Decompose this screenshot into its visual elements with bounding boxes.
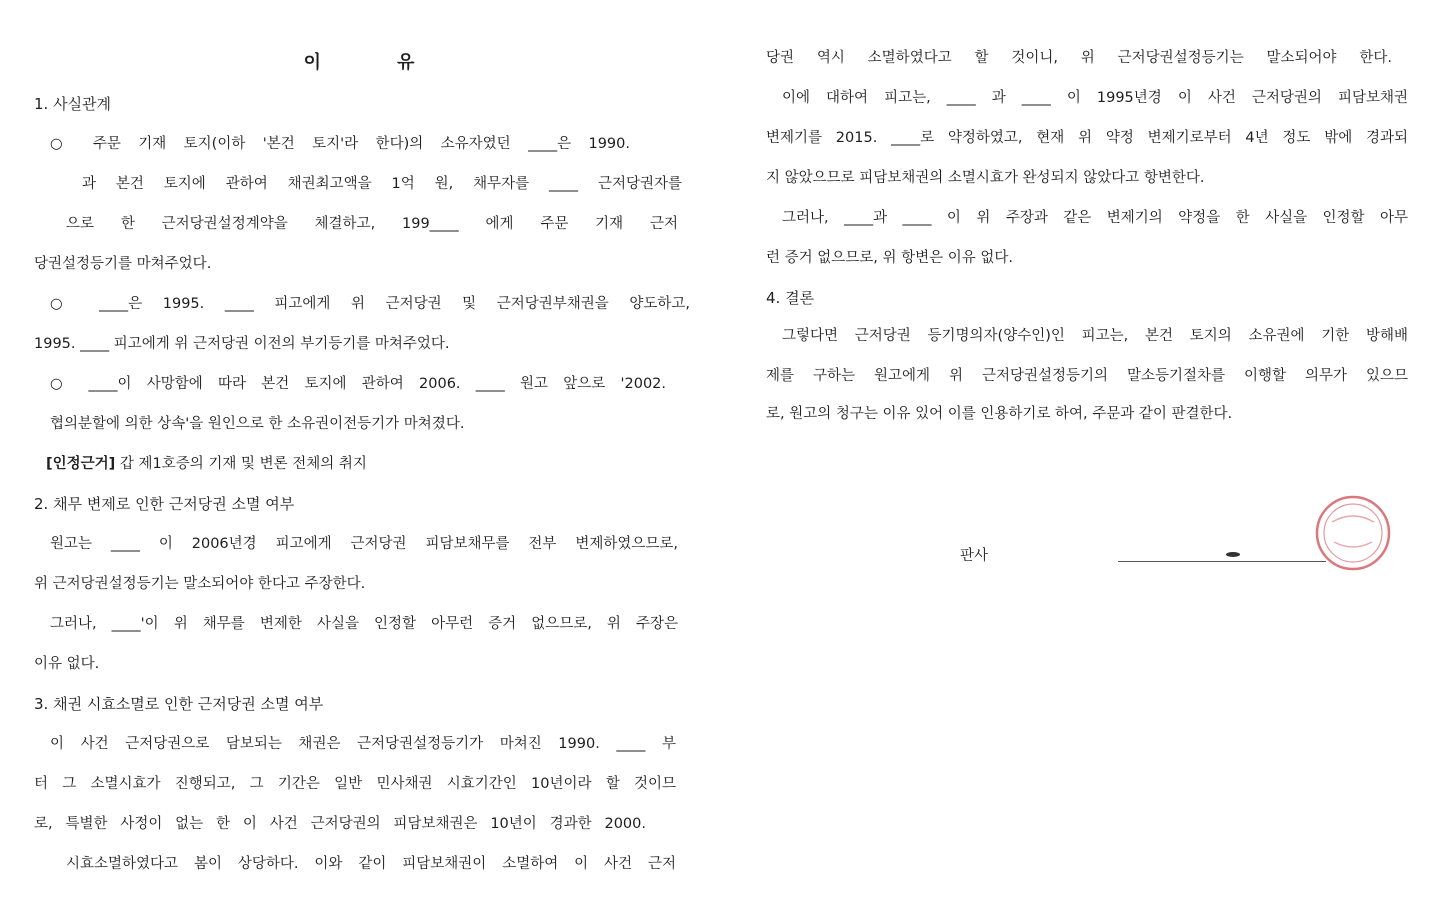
paragraph-line: 위 근저당권설정등기는 말소되어야 한다고 주장한다. (34, 576, 366, 592)
paragraph-line: 터 그 소멸시효가 진행되고, 그 기간은 일반 민사채권 시효기간인 10년이라 할 것이므 (34, 776, 676, 792)
paragraph-line: 로, 원고의 청구는 이유 있어 이를 인용하기로 하여, 주문과 같이 판결한다. (766, 406, 1233, 422)
paragraph-line: 그러나, ____'이 위 채무를 변제한 사실을 인정할 아무런 증거 없으므로, 위 주장은 (50, 616, 678, 632)
section-2-heading: 2. 채무 변제로 인한 근저당권 소멸 여부 (34, 495, 295, 513)
paragraph-line: 으로 한 근저당권설정계약을 체결하고, 199____ 에게 주문 기재 근저 (66, 216, 678, 232)
judge-label: 판사 (960, 548, 989, 564)
paragraph-line: 그러나, ____과 ____ 이 위 주장과 같은 변제기의 약정을 한 사실을 인정할 아무 (782, 210, 1408, 226)
paragraph-line: 로, 특별한 사정이 없는 한 이 사건 근저당권의 피담보채권은 10년이 경과한 2000. (34, 816, 646, 832)
paragraph-line: 1995. ____ 피고에게 위 근저당권 이전의 부기등기를 마쳐주었다. (34, 336, 450, 352)
evidence-line (46, 454, 696, 474)
paragraph-line: 제를 구하는 원고에게 위 근저당권설정등기의 말소등기절차를 이행할 의무가 있으므 (766, 368, 1408, 384)
paragraph-line: 이에 대하여 피고는, ____ 과 ____ 이 1995년경 이 사건 근저당권의 피담보채권 (782, 90, 1408, 106)
document-title (34, 48, 684, 74)
paragraph-line: ○ ____은 1995. ____ 피고에게 위 근저당권 및 근저당권부채권을 양도하고, (50, 296, 690, 312)
paragraph-line: 그렇다면 근저당권 등기명의자(양수인)인 피고는, 본건 토지의 소유권에 기한 방해배 (782, 328, 1408, 344)
section-4-heading: 4. 결론 (766, 289, 815, 307)
paragraph-line: 변제기를 2015. ____로 약정하였고, 현재 위 약정 변제기로부터 4년 정도 밖에 경과되 (766, 130, 1408, 146)
title-char-1: 이 (303, 52, 321, 73)
paragraph-line: 시효소멸하였다고 봄이 상당하다. 이와 같이 피담보채권이 소멸하여 이 사건 근저 (66, 856, 676, 872)
paragraph-line: 이유 없다. (34, 656, 100, 672)
paragraph-line: ○ 주문 기재 토지(이하 '본건 토지'라 한다)의 소유자였던 ____은 1990. (50, 136, 630, 152)
section-3-heading: 3. 채권 시효소멸로 인한 근저당권 소멸 여부 (34, 695, 324, 713)
paragraph-line: 당권설정등기를 마쳐주었다. (34, 256, 212, 272)
paragraph-line: 과 본건 토지에 관하여 채권최고액을 1억 원, 채무자를 ____ 근저당권자를 (82, 176, 682, 192)
paragraph-line: 원고는 ____ 이 2006년경 피고에게 근저당권 피담보채무를 전부 변제하였으므로, (50, 536, 678, 552)
signature-line (1118, 561, 1326, 562)
evidence-label: [인정근거] (46, 456, 116, 472)
paragraph-line: 협의분할에 의한 상속'을 원인으로 한 소유권이전등기가 마쳐졌다. (50, 416, 465, 432)
seal-stamp-icon (1312, 492, 1394, 574)
paragraph-line: 당권 역시 소멸하였다고 할 것이니, 위 근저당권설정등기는 말소되어야 한다. (766, 50, 1392, 66)
paragraph-line: 런 증거 없으므로, 위 항변은 이유 없다. (766, 250, 1013, 266)
section-1-heading: 1. 사실관계 (34, 95, 112, 113)
paragraph-line: 지 않았으므로 피담보채권의 소멸시효가 완성되지 않았다고 항변한다. (766, 170, 1205, 186)
title-char-2: 유 (397, 52, 415, 73)
signature-mark (1226, 552, 1240, 557)
evidence-text: 갑 제1호증의 기재 및 변론 전체의 취지 (119, 456, 367, 472)
paragraph-line: ○ ____이 사망함에 따라 본건 토지에 관하여 2006. ____ 원고 앞으로 '2002. (50, 376, 666, 392)
paragraph-line: 이 사건 근저당권으로 담보되는 채권은 근저당권설정등기가 마쳐진 1990. ____ 부 (50, 736, 676, 752)
